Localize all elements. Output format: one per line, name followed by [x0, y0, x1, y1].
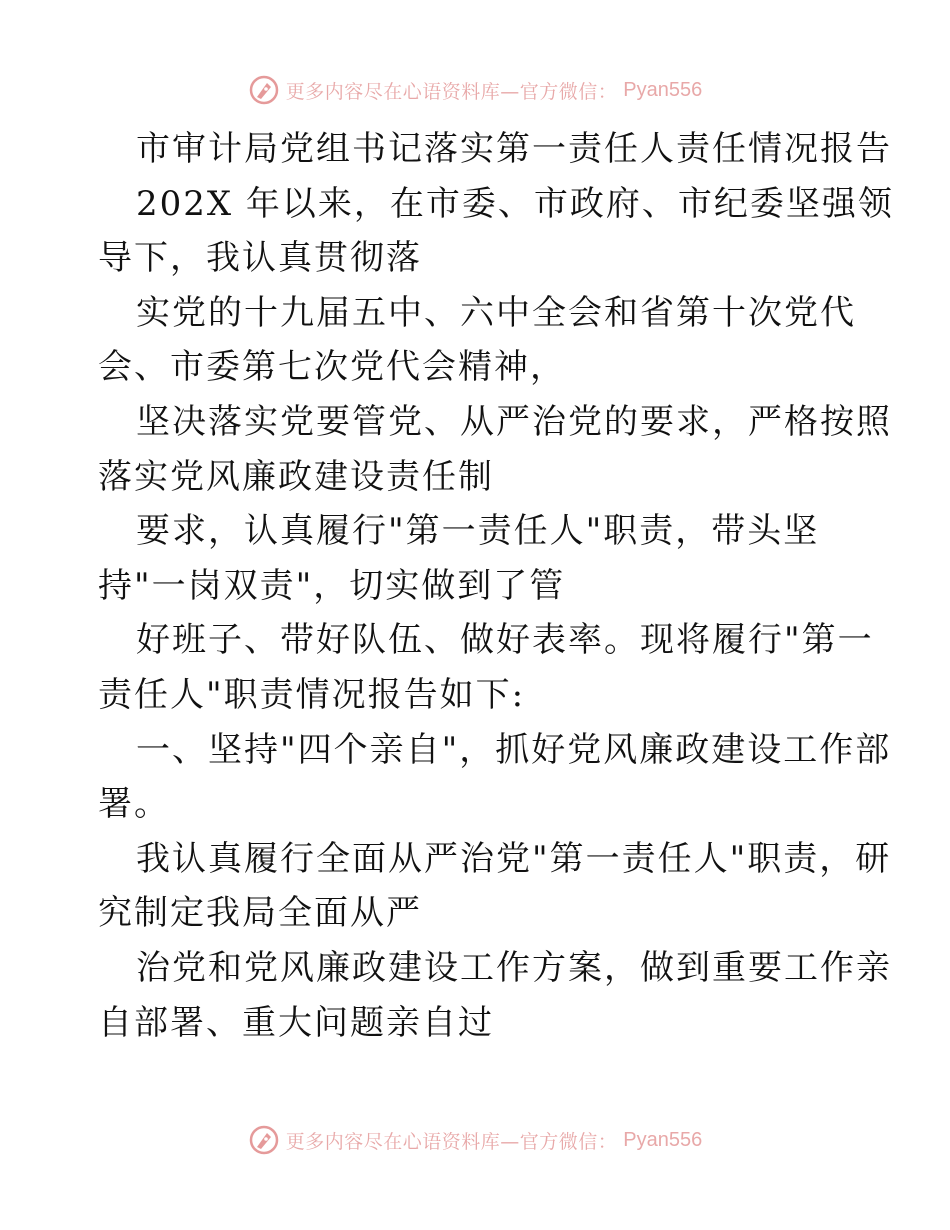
watermark-text: 更多内容尽在心语资料库—官方微信： [285, 80, 618, 103]
section-heading-continued: 署。 [98, 784, 170, 825]
paragraph-line: 究制定我局全面从严 [98, 893, 422, 934]
document-body [98, 122, 894, 1050]
paragraph-line: 治党和党风廉政建设工作方案，做到重要工作亲 [136, 947, 892, 988]
pen-nib-logo-icon [248, 1124, 280, 1156]
watermark-wechat-id: Pyan556 [623, 1128, 703, 1151]
paragraph-line: 持"一岗双责"，切实做到了管 [98, 565, 566, 606]
watermark-text: 更多内容尽在心语资料库—官方微信： [285, 1130, 618, 1153]
pen-nib-logo-icon [248, 74, 280, 106]
paragraph-line: 责任人"职责情况报告如下: [98, 674, 526, 715]
paragraph-line: 我认真履行全面从严治党"第一责任人"职责，研 [136, 838, 892, 879]
section-heading: 一、坚持"四个亲自"，抓好党风廉政建设工作部 [136, 729, 892, 770]
paragraph-line: 202X 年以来，在市委、市政府、市纪委坚强领 [136, 183, 894, 224]
paragraph-line: 导下，我认真贯彻落 [98, 238, 422, 279]
paragraph-line: 落实党风廉政建设责任制 [98, 456, 494, 497]
footer-watermark [0, 1120, 950, 1160]
paragraph-line: 好班子、带好队伍、做好表率。现将履行"第一 [136, 620, 874, 661]
paragraph-line: 实党的十九届五中、六中全会和省第十次党代 [136, 292, 856, 333]
paragraph-line: 会、市委第七次党代会精神， [98, 347, 566, 388]
document-title: 市审计局党组书记落实第一责任人责任情况报告 [136, 129, 892, 169]
paragraph-line: 要求，认真履行"第一责任人"职责，带头坚 [136, 511, 820, 552]
header-watermark [0, 70, 950, 110]
paragraph-line: 坚决落实党要管党、从严治党的要求，严格按照 [136, 401, 892, 442]
paragraph-line: 自部署、重大问题亲自过 [98, 1002, 494, 1043]
watermark-wechat-id: Pyan556 [623, 78, 703, 101]
